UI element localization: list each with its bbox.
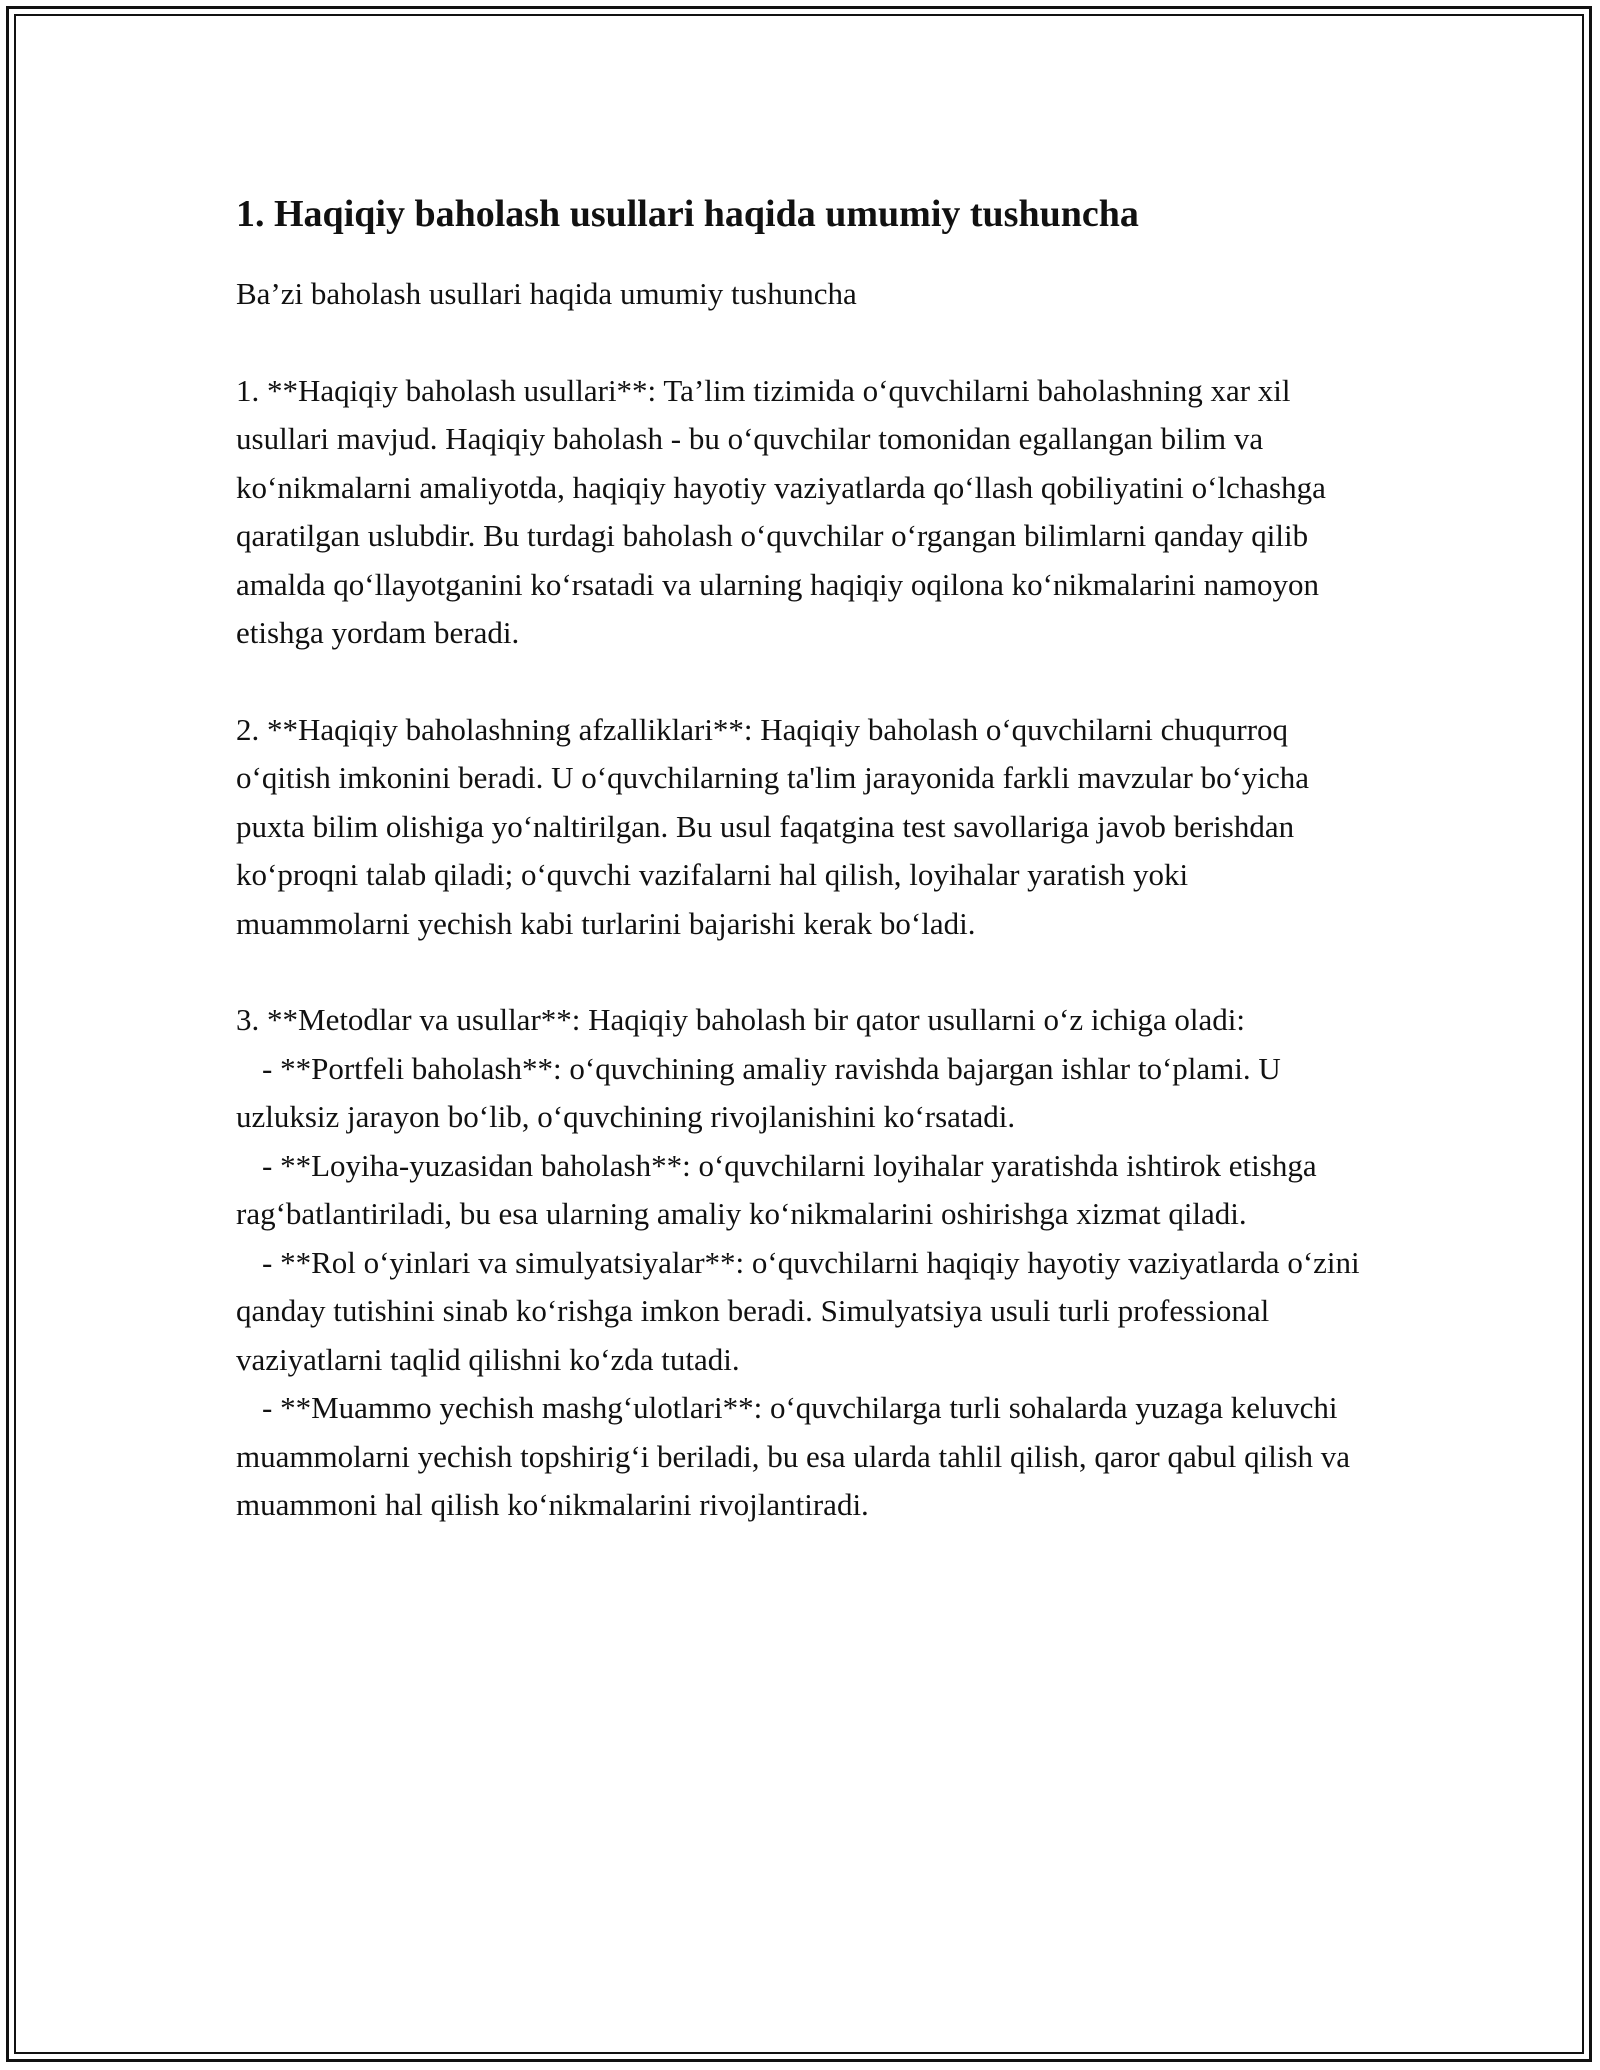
sub-item-text: - **Portfeli baholash**: o‘quvchining amaliy ravishda bajargan ishlar to‘plami. U uzluksiz jarayon bo‘lib, o‘quvchining rivojlanishini ko‘rsatadi. bbox=[236, 1050, 1281, 1134]
sub-item-roleplay bbox=[236, 1239, 1366, 1385]
list-item-3-intro: 3. **Metodlar va usullar**: Haqiqiy baholash bir qator usullarni o‘z ichiga oladi: bbox=[236, 1002, 1245, 1037]
list-item-1: 1. **Haqiqiy baholash usullari**: Ta’lim tizimida o‘quvchilarni baholashning xar xil usullari mavjud. Haqiqiy baholash - bu o‘quvchilar tomonidan egallangan bilim va ko‘nikmalarni amaliyotda, haqiqiy hayotiy vaziyatlarda qo‘llash qobiliyatini o‘lchashga qaratilgan uslubdir. Bu turdagi baholash o‘quvchilar o‘rgangan bilimlarni qanday qilib amalda qo‘llayotganini ko‘rsatadi va ularning haqiqiy oqilona ko‘nikmalarini namoyon etishga yordam beradi. bbox=[236, 372, 1326, 650]
sub-item-portfolio bbox=[236, 1045, 1366, 1142]
list-item-3 bbox=[236, 996, 1366, 1530]
sub-item-project bbox=[236, 1142, 1366, 1239]
document-body bbox=[236, 186, 1366, 1530]
document-heading: 1. Haqiqiy baholash usullari haqida umumiy tushuncha bbox=[236, 193, 1139, 235]
document-subtitle: Ba’zi baholash usullari haqida umumiy tushuncha bbox=[236, 276, 857, 311]
list-item-2: 2. **Haqiqiy baholashning afzalliklari**: Haqiqiy baholash o‘quvchilarni chuqurroq o‘qitish imkonini beradi. U o‘quvchilarning ta'lim jarayonida farkli mavzular bo‘yicha puxta bilim olishiga yo‘naltirilgan. Bu usul faqatgina test savollariga javob berishdan ko‘proqni talab qiladi; o‘quvchi vazifalarni hal qilish, loyihalar yaratish yoki muammolarni yechish kabi turlarini bajarishi kerak bo‘ladi. bbox=[236, 711, 1310, 941]
sub-item-problem-solving bbox=[236, 1384, 1366, 1530]
sub-item-text: - **Rol o‘yinlari va simulyatsiyalar**: o‘quvchilarni haqiqiy hayotiy vaziyatlarda o‘zini qanday tutishini sinab ko‘rishga imkon beradi. Simulyatsiya usuli turli professional vaziyatlarni taqlid qilishni ko‘zda tutadi. bbox=[236, 1244, 1360, 1377]
sub-item-text: - **Loyiha-yuzasidan baholash**: o‘quvchilarni loyihalar yaratishda ishtirok etishga rag‘batlantiriladi, bu esa ularning amaliy ko‘nikmalarini oshirishga xizmat qiladi. bbox=[236, 1147, 1317, 1231]
sub-item-text: - **Muammo yechish mashg‘ulotlari**: o‘quvchilarga turli sohalarda yuzaga keluvchi muammolarni yechish topshirig‘i beriladi, bu esa ularda tahlil qilish, qaror qabul qilish va muammoni hal qilish ko‘nikmalarini rivojlantiradi. bbox=[236, 1390, 1351, 1522]
